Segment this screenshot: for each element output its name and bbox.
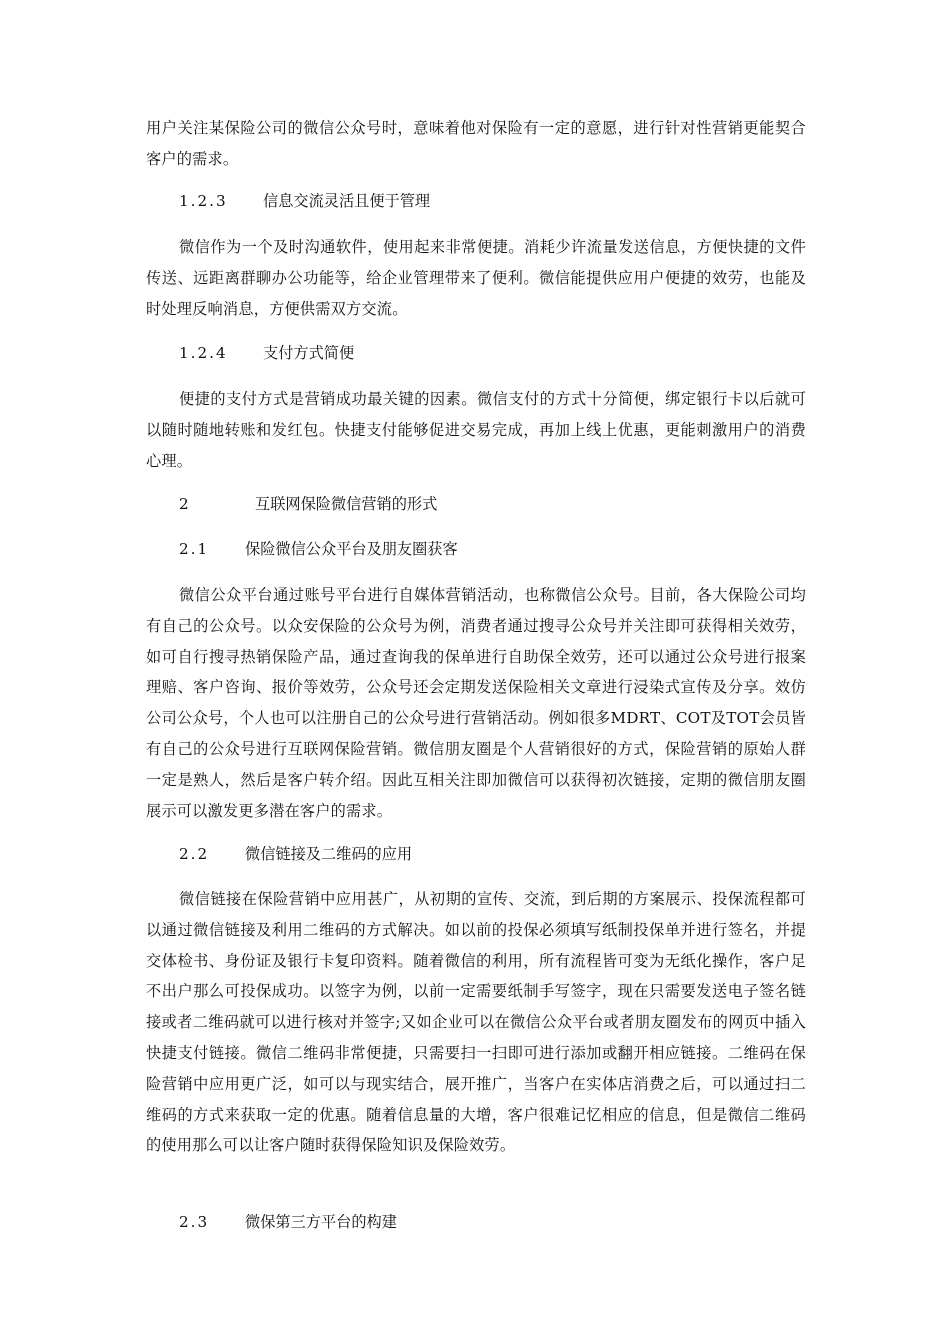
heading-number: 2 — [179, 495, 191, 513]
heading-title: 微信链接及二维码的应用 — [245, 845, 413, 863]
heading-number: 1.2.4 — [179, 344, 228, 362]
heading-title: 微保第三方平台的构建 — [245, 1213, 397, 1231]
heading-number: 1.2.3 — [179, 192, 228, 210]
paragraph-payment: 便捷的支付方式是营销成功最关键的因素。微信支付的方式十分简便，绑定银行卡以后就可以随时随地转账和发红包。快捷支付能够促进交易完成，再加上线上优惠，更能刺激用户的消费心理。 — [146, 390, 806, 470]
heading-1-2-4 — [179, 338, 354, 368]
paragraph-intro-continuation: 用户关注某保险公司的微信公众号时，意味着他对保险有一定的意愿，进行针对性营销更能契合客户的需求。 — [146, 119, 806, 168]
heading-title: 保险微信公众平台及朋友圈获客 — [245, 540, 458, 558]
heading-title: 互联网保险微信营销的形式 — [255, 495, 438, 513]
heading-1-2-3 — [179, 186, 430, 216]
paragraph-official-accounts: 微信公众平台通过账号平台进行自媒体营销活动，也称微信公众号。目前，各大保险公司均有自己的公众号。以众安保险的公众号为例，消费者通过搜寻公众号并关注即可获得相关效劳，如可自行搜寻热销保险产品，通过查询我的保单进行自助保全效劳，还可以通过公众号进行报案理赔、客户咨询、报价等效劳，公众号还会定期发送保险相关文章进行浸染式宣传及分享。效仿公司公众号，个人也可以注册自己的公众号进行营销活动。例如很多MDRT、COT及TOT会员皆有自己的公众号进行互联网保险营销。微信朋友圈是个人营销很好的方式，保险营销的原始人群一定是熟人，然后是客户转介绍。因此互相关注即加微信可以获得初次链接，定期的微信朋友圈展示可以激发更多潜在客户的需求。 — [146, 586, 806, 820]
heading-number: 2.1 — [179, 540, 210, 558]
heading-title: 信息交流灵活且便于管理 — [263, 192, 431, 210]
paragraph-links-qrcode: 微信链接在保险营销中应用甚广，从初期的宣传、交流，到后期的方案展示、投保流程都可以通过微信链接及利用二维码的方式解决。如以前的投保必须填写纸制投保单并进行签名，并提交体检书、身份证及银行卡复印资料。随着微信的利用，所有流程皆可变为无纸化操作，客户足不出户那么可投保成功。以签字为例，以前一定需要纸制手写签字，现在只需要发送电子签名链接或者二维码就可以进行核对并签字;又如企业可以在微信公众平台或者朋友圈发布的网页中插入快捷支付链接。微信二维码非常便捷，只需要扫一扫即可进行添加或翻开相应链接。二维码在保险营销中应用更广泛，如可以与现实结合，展开推广，当客户在实体店消费之后，可以通过扫二维码的方式来获取一定的优惠。随着信息量的大增，客户很难记忆相应的信息，但是微信二维码的使用那么可以让客户随时获得保险知识及保险效劳。 — [146, 890, 806, 1155]
heading-2-2 — [179, 839, 412, 869]
heading-number: 2.2 — [179, 845, 210, 863]
heading-2-1 — [179, 534, 458, 564]
heading-number: 2.3 — [179, 1213, 210, 1231]
heading-2-3 — [179, 1207, 397, 1237]
paragraph-communication: 微信作为一个及时沟通软件，使用起来非常便捷。消耗少许流量发送信息，方便快捷的文件传送、远距离群聊办公功能等，给企业管理带来了便利。微信能提供应用户便捷的效劳，也能及时处理反响消息，方便供需双方交流。 — [146, 238, 806, 318]
heading-2 — [179, 489, 437, 519]
heading-title: 支付方式简便 — [263, 344, 355, 362]
